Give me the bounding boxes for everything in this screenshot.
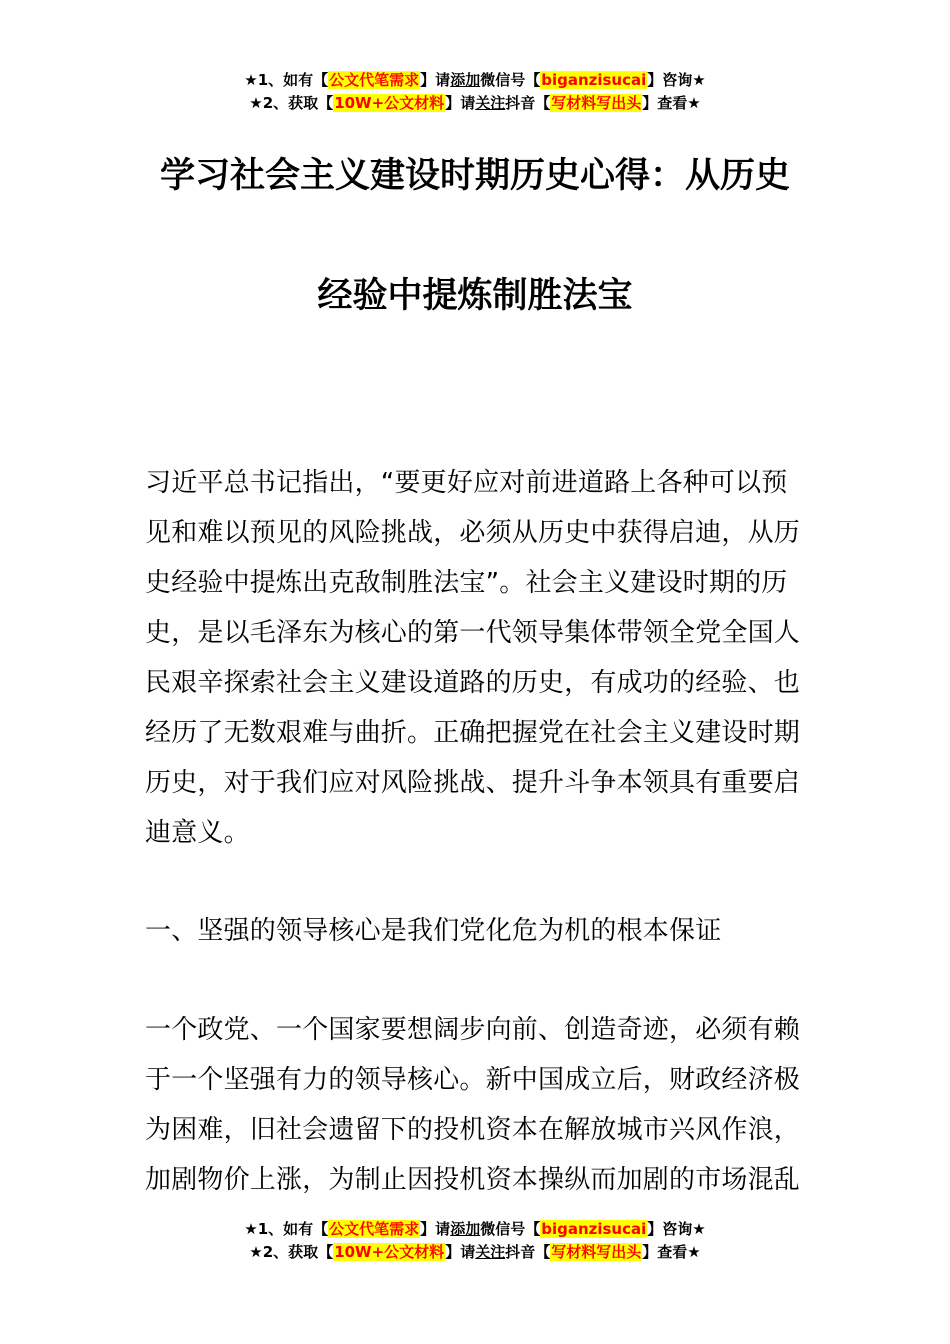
heading-text: 一、坚强的领导核心是我们党化危为机的根本保证 — [145, 916, 722, 946]
document-title-line-2: 经验中提炼制胜法宝 — [317, 276, 633, 316]
banner-text: 】请 — [420, 1220, 451, 1238]
banner-line-2 — [0, 92, 950, 115]
banner-text: 】咨询★ — [647, 71, 706, 89]
banner-text: ★2、获取【 — [249, 94, 334, 112]
text-line: 加剧物价上涨，为制止因投机资本操纵而加剧的市场混乱 — [145, 1165, 801, 1195]
text-line: 史，是以毛泽东为核心的第一代领导集体带领全党全国人 — [145, 618, 801, 648]
text-line: 一个政党、一个国家要想阔步向前、创造奇迹，必须有赖 — [145, 1015, 801, 1045]
top-banner — [0, 69, 950, 115]
text-line: 经历了无数艰难与曲折。正确把握党在社会主义建设时期 — [145, 718, 801, 748]
banner-highlight: 写材料写出头 — [551, 1243, 642, 1261]
banner-underlined: 关注 — [475, 94, 506, 112]
banner-text: 】请 — [445, 94, 476, 112]
banner-highlight: 写材料写出头 — [551, 94, 642, 112]
text-line: 民艰辛探索社会主义建设道路的历史，有成功的经验、也 — [145, 668, 801, 698]
banner-highlight: 10W+公文材料 — [334, 1243, 445, 1261]
banner-highlight: biganzisucai — [541, 1220, 647, 1238]
banner-text: ★1、如有【 — [244, 71, 329, 89]
banner-underlined: 添加 — [450, 1220, 481, 1238]
banner-line-1 — [0, 69, 950, 92]
text-line: 见和难以预见的风险挑战，必须从历史中获得启迪，从历 — [145, 518, 801, 548]
text-line: 史经验中提炼出克敌制胜法宝”。社会主义建设时期的历 — [145, 568, 788, 598]
banner-line-1 — [0, 1218, 950, 1241]
banner-line-2 — [0, 1241, 950, 1264]
banner-highlight: biganzisucai — [541, 71, 647, 89]
banner-text: 抖音【 — [505, 1243, 551, 1261]
banner-text: 】请 — [445, 1243, 476, 1261]
banner-underlined: 添加 — [450, 71, 481, 89]
text-line: 习近平总书记指出，“要更好应对前进道路上各种可以预 — [145, 468, 788, 498]
banner-text: 】咨询★ — [647, 1220, 706, 1238]
banner-highlight: 10W+公文材料 — [334, 94, 445, 112]
banner-text: ★1、如有【 — [244, 1220, 329, 1238]
document-title-line-1: 学习社会主义建设时期历史心得：从历史 — [159, 156, 790, 196]
bottom-banner — [0, 1218, 950, 1264]
text-line: 迪意义。 — [145, 818, 250, 848]
banner-text: 】查看★ — [642, 1243, 701, 1261]
section-heading-1 — [145, 906, 807, 956]
text-line: 于一个坚强有力的领导核心。新中国成立后，财政经济极 — [145, 1065, 801, 1095]
banner-text: 微信号【 — [480, 1220, 541, 1238]
paragraph-1 — [145, 458, 807, 858]
banner-highlight: 公文代笔需求 — [329, 71, 420, 89]
banner-text: 抖音【 — [505, 94, 551, 112]
paragraph-2 — [145, 1005, 807, 1205]
text-line: 为困难，旧社会遗留下的投机资本在解放城市兴风作浪， — [145, 1115, 801, 1145]
banner-underlined: 关注 — [475, 1243, 506, 1261]
banner-text: 】请 — [420, 71, 451, 89]
banner-text: 微信号【 — [480, 71, 541, 89]
text-line: 历史，对于我们应对风险挑战、提升斗争本领具有重要启 — [145, 768, 801, 798]
banner-text: 】查看★ — [642, 94, 701, 112]
banner-text: ★2、获取【 — [249, 1243, 334, 1261]
banner-highlight: 公文代笔需求 — [329, 1220, 420, 1238]
